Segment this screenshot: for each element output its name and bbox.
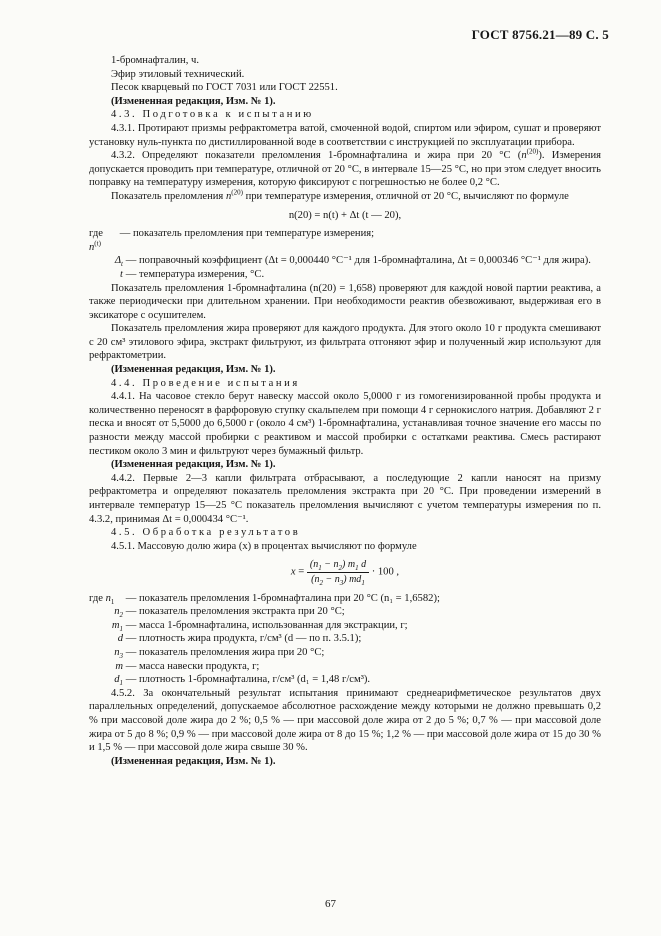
paragraph: Показатель преломления 1-бромнафталина (n(20) = 1,658) проверяют для каждой новой партии реактива, а также периодически при длительном хранении. При необходимости реактив обезвоживают, выдерживая его в эксикаторе с осушителем. [89, 282, 601, 321]
paragraph: 4.4.1. На часовое стекло берут навеску массой около 5,0000 г из гомогенизированной пробы продукта и количественно переносят в фарфоровую ступку скальпелем при помощи 4 г сернокислого натрия. Добавляют 2 г песка и вносят от 5,5000 до 6,5000 г (около 4 см³) 1-бромнафталина, устанавливая точное значение его массы по разности между массой пробирки с реактивом и массой пробирки с остатками реактива. Смесь растирают пестиком около 3 мин и фильтруют через бумажный фильтр. [89, 391, 601, 457]
legend-row: $n_2$ — показатель преломления экстракта при 20 °С; [114, 606, 345, 620]
edition-note: (Измененная редакция, Изм. № 1). [111, 95, 276, 107]
edition-note: (Измененная редакция, Изм. № 1). [111, 755, 276, 767]
legend-row: t — температура измерения, °С. [120, 268, 265, 280]
legend-row: d — плотность жира продукта, г/см³ (d — по п. 3.5.1); [117, 633, 362, 645]
reagent-line: 1-бромнафталин, ч. [111, 55, 199, 66]
section-heading: 4.4. Проведение испытания [111, 377, 300, 389]
reagent-line: Песок кварцевый по ГОСТ 7031 или ГОСТ 22551. [111, 82, 338, 94]
edition-note: (Измененная редакция, Изм. № 1). [111, 364, 276, 376]
legend-row: $n_3$ — показатель преломления жира при 20 °С; [114, 646, 325, 661]
section-heading: 4.5. Обработка результатов [111, 527, 301, 539]
page-content [89, 54, 601, 768]
paragraph: 4.4.2. Первые 2—3 капли фильтрата отбрасывают, а последующие 2 капли наносят на призму рефрактометра и определяют показатель преломления экстракта при 20 °С. При проведении измерений в интервале температур 15—25 °С показатель преломления вычисляют с учетом температуры измерения по п. 4.3.2, принимая Δt = 0,000434 °С⁻¹. [89, 472, 601, 525]
section-heading: 4.3. Подготовка к испытанию [111, 109, 314, 121]
paragraph: 4.3.2. Определяют показатели преломления 1-бромнафталина и жира при 20 °С $(n^{(20)})$. Измерения допускается проводить при температуре, отличной от 20 °С, в интервале 15—25 °С, но при этом следует вносить поправку на температуру измерения, которую фиксируют с погрешностью не более 0,2 °С. [89, 147, 601, 189]
legend-row: $m_1$ — масса 1-бромнафталина, использованная для экстракции, г; [111, 619, 408, 633]
page-number: 67 [325, 898, 336, 910]
formula-fat-fraction: x = $\frac{(n_1 - n_2) m_1 d}{(n_2 - n_3) md_1}$ · 100 , [290, 559, 400, 587]
reagent-line: Эфир этиловый технический. [111, 68, 245, 80]
paragraph: 4.5.2. За окончательный результат испытания принимают среднеарифметическое результатов двух параллельных определений, допускаемое абсолютное расхождение между которыми не должно превышать 0,2 % при массовой доле жира до 2 %; 0,5 % — при массовой доле жира от 2 до 5 %; 0,7 % — при массовой доле жира от 5 до 8 %; 0,9 % — при массовой доле жира от 8 до 15 %; 1,2 % — при массовой доле жира от 15 до 30 % и 1,5 % — при массовой доле жира свыше 30 %. [89, 687, 601, 754]
legend-row: $\Delta_t$ — поправочный коэффициент (Δt = 0,000440 °С⁻¹ для 1-бромнафталина, Δt = 0,000346 °С⁻¹ для жира). [114, 255, 591, 269]
paragraph: 4.3.1. Протирают призмы рефрактометра ватой, смоченной водой, спиртом или эфиром, сушат и проверяют установку нуль-пункта по дистиллированной воде в соответствии с инструкцией по эксплуатации прибора. [89, 122, 601, 148]
edition-note: (Измененная редакция, Изм. № 1). [111, 459, 276, 471]
legend-row: m — масса навески продукта, г; [115, 660, 260, 672]
legend-row: $d_1$ — плотность 1-бромнафталина, г/см³ (d₁ = 1,48 г/см³). [114, 674, 371, 688]
legend-row: где $n_1$ — показатель преломления 1-бромнафталина при 20 °С (n₁ = 1,6582); [89, 592, 440, 606]
page-header: ГОСТ 8756.21—89 С. 5 [471, 27, 609, 42]
paragraph: Показатель преломления $n^{(20)}$ при температуре измерения, отличной от 20 °С, вычисляют по формуле [111, 188, 569, 202]
paragraph: Показатель преломления жира проверяют для каждого продукта. Для этого около 10 г продукта смешивают с 20 см³ этилового эфира, экстракт фильтруют, из фильтрата отгоняют эфир и полученный жир используют для рефрактометрии. [89, 323, 601, 362]
paragraph: 4.5.1. Массовую долю жира (x) в процентах вычисляют по формуле [111, 540, 417, 552]
formula-correction: n(20) = n(t) + Δt (t — 20), [288, 209, 402, 221]
legend-row: где $n^{(t)}$ — показатель преломления при температуре измерения; [89, 228, 375, 253]
